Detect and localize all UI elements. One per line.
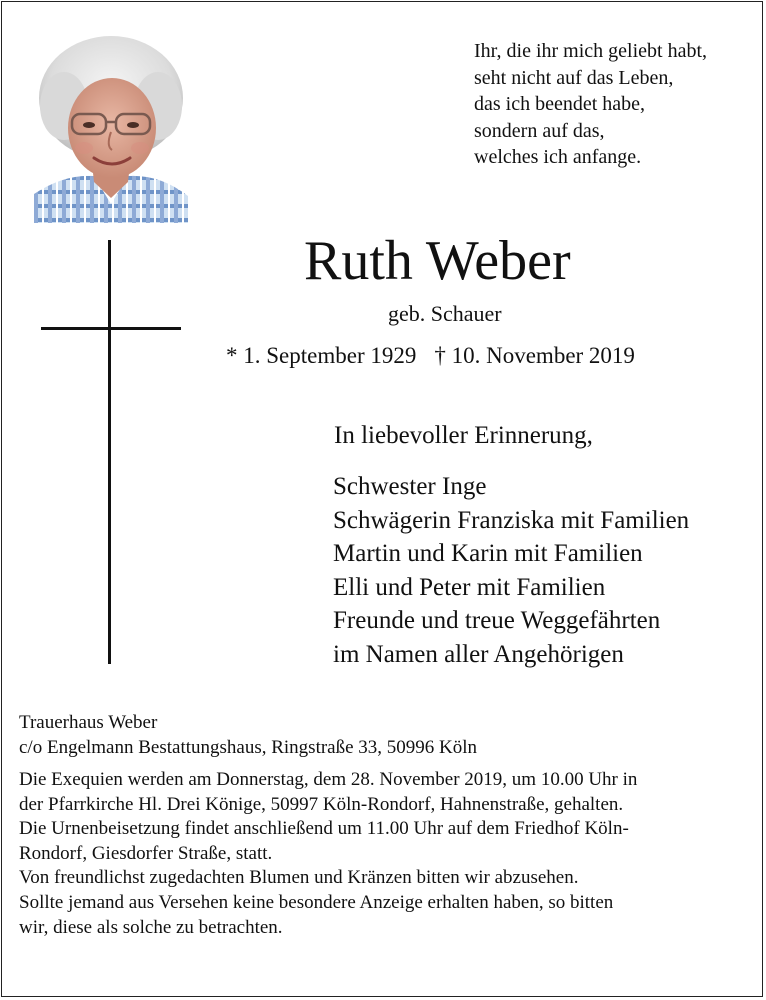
poem-line: sondern auf das,	[474, 119, 605, 142]
birth-name: geb. Schauer	[388, 301, 502, 326]
poem	[474, 38, 707, 171]
portrait-photo	[34, 36, 188, 223]
details-line: der Pfarrkirche Hl. Drei Könige, 50997 Köln-Rondorf, Hahnenstraße, gehalten.	[19, 793, 624, 815]
cross-icon	[108, 240, 111, 664]
mourner-line: im Namen aller Angehörigen	[333, 640, 624, 668]
poem-line: seht nicht auf das Leben,	[474, 66, 674, 89]
mourner-line: Martin und Karin mit Familien	[333, 540, 643, 568]
details-line: wir, diese als solche zu betrachten.	[19, 916, 283, 938]
memory-line: In liebevoller Erinnerung,	[334, 422, 593, 449]
details-line: Von freundlichst zugedachten Blumen und Kränzen bitten wir abzusehen.	[19, 867, 579, 889]
mourners-list	[333, 470, 689, 672]
deceased-name: Ruth Weber	[304, 230, 571, 292]
details-line: Die Urnenbeisetzung findet anschließend um 11.00 Uhr auf dem Friedhof Köln-	[19, 818, 629, 840]
address-line: Trauerhaus Weber	[19, 712, 158, 733]
mourner-line: Schwester Inge	[333, 473, 487, 500]
poem-line: welches ich anfange.	[474, 146, 642, 168]
mourner-line: Freunde und treue Weggefährten	[333, 607, 661, 635]
details-line: Die Exequien werden am Donnerstag, dem 28. November 2019, um 10.00 Uhr in	[19, 769, 638, 790]
poem-line: das ich beendet habe,	[474, 93, 646, 115]
funeral-details	[19, 768, 749, 940]
birth-date: * 1. September 1929	[226, 343, 417, 368]
address-line: c/o Engelmann Bestattungshaus, Ringstraße 33, 50996 Köln	[19, 737, 478, 758]
cross-icon-bar	[41, 327, 181, 330]
mourner-line: Schwägerin Franziska mit Familien	[333, 506, 690, 534]
death-date: † 10. November 2019	[434, 343, 635, 368]
details-line: Sollte jemand aus Versehen keine besondere Anzeige erhalten haben, so bitten	[19, 891, 614, 913]
details-line: Rondorf, Giesdorfer Straße, statt.	[19, 842, 273, 864]
poem-line: Ihr, die ihr mich geliebt habt,	[474, 40, 708, 62]
life-dates	[226, 341, 635, 371]
mourning-address	[19, 710, 477, 760]
mourner-line: Elli und Peter mit Familien	[333, 573, 606, 601]
